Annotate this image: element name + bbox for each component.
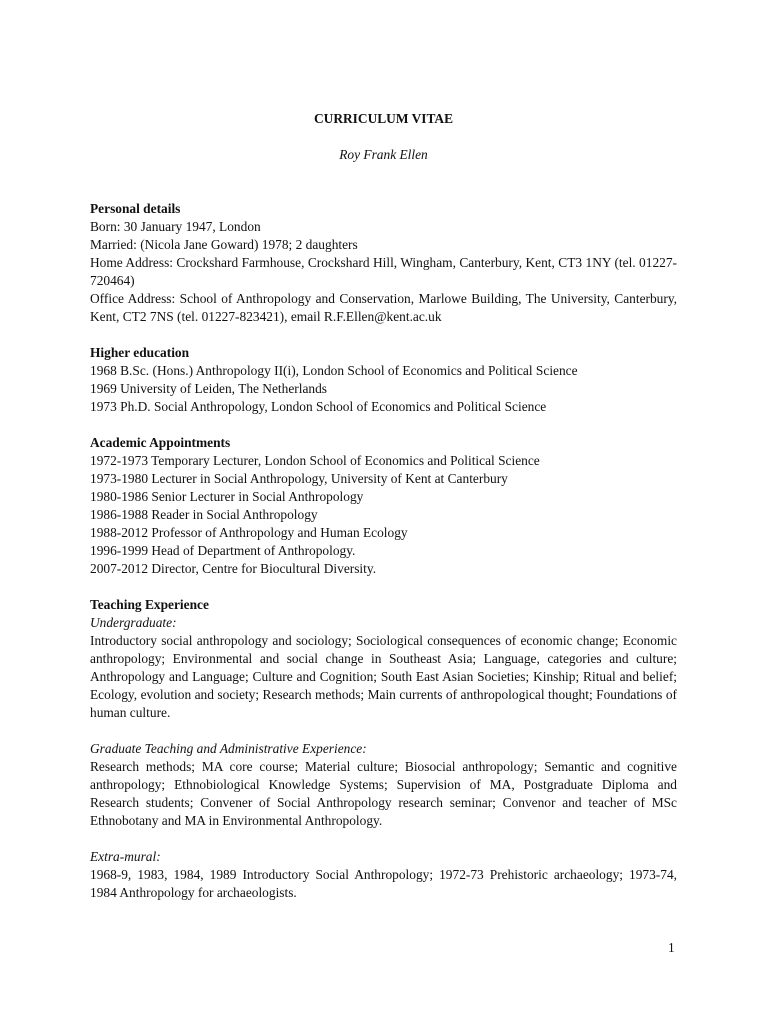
office-address: Office Address: School of Anthropology and Conservation, Marlowe Building, The University, Canterbury, Kent, CT2 7NS (tel. 01227-823421), email R.F.Ellen@kent.ac.uk xyxy=(90,291,677,324)
appointment-item: 1986-1988 Reader in Social Anthropology xyxy=(90,507,318,522)
born-line: Born: 30 January 1947, London xyxy=(90,219,261,234)
extramural-text: 1968-9, 1983, 1984, 1989 Introductory Social Anthropology; 1972-73 Prehistoric archaeology; 1973-74, 1984 Anthropology for archaeologists. xyxy=(90,867,677,900)
teaching-experience-heading: Teaching Experience xyxy=(90,597,209,612)
education-item: 1969 University of Leiden, The Netherlands xyxy=(90,381,328,396)
author-name: Roy Frank Ellen xyxy=(339,147,428,162)
document-title: CURRICULUM VITAE xyxy=(314,111,453,126)
graduate-label: Graduate Teaching and Administrative Experience: xyxy=(90,741,367,756)
extramural-label: Extra-mural: xyxy=(90,849,161,864)
appointment-item: 1980-1986 Senior Lecturer in Social Anthropology xyxy=(90,489,364,504)
undergraduate-text: Introductory social anthropology and sociology; Sociological consequences of economic change; Economic anthropology; Environmental and social change in Southeast Asia; Language, categories and culture; Anthropology and Language; Culture and Cognition; South East Asian Societies; Kinship; Ritual and belief; Ecology, evolution and society; Research methods; Main currents of anthropological thought; Foundations of human culture. xyxy=(90,633,677,720)
appointment-item: 2007-2012 Director, Centre for Biocultural Diversity. xyxy=(90,561,377,576)
education-item: 1973 Ph.D. Social Anthropology, London School of Economics and Political Science xyxy=(90,399,547,414)
higher-education-heading: Higher education xyxy=(90,345,190,360)
undergraduate-label: Undergraduate: xyxy=(90,615,177,630)
academic-appointments-section xyxy=(90,434,677,578)
personal-details-heading: Personal details xyxy=(90,201,181,216)
teaching-experience-section xyxy=(90,596,677,902)
appointment-item: 1996-1999 Head of Department of Anthropology. xyxy=(90,543,356,558)
graduate-text: Research methods; MA core course; Material culture; Biosocial anthropology; Semantic and cognitive anthropology; Ethnobiological Knowledge Systems; Supervision of MA, Postgraduate Diploma and Research students; Convener of Social Anthropology research seminar; Convenor and teacher of MSc Ethnobotany and MA in Environmental Anthropology. xyxy=(90,759,677,828)
higher-education-section xyxy=(90,344,677,416)
academic-appointments-heading: Academic Appointments xyxy=(90,435,231,450)
appointment-item: 1988-2012 Professor of Anthropology and Human Ecology xyxy=(90,525,408,540)
appointment-item: 1972-1973 Temporary Lecturer, London School of Economics and Political Science xyxy=(90,453,540,468)
home-address: Home Address: Crockshard Farmhouse, Crockshard Hill, Wingham, Canterbury, Kent, CT3 1NY (tel. 01227-720464) xyxy=(90,255,677,288)
cv-page xyxy=(90,110,677,902)
married-line: Married: (Nicola Jane Goward) 1978; 2 daughters xyxy=(90,237,358,252)
appointment-item: 1973-1980 Lecturer in Social Anthropology, University of Kent at Canterbury xyxy=(90,471,508,486)
personal-details-section xyxy=(90,200,677,326)
page-number: 1 xyxy=(668,940,675,955)
education-item: 1968 B.Sc. (Hons.) Anthropology II(i), London School of Economics and Political Science xyxy=(90,363,578,378)
